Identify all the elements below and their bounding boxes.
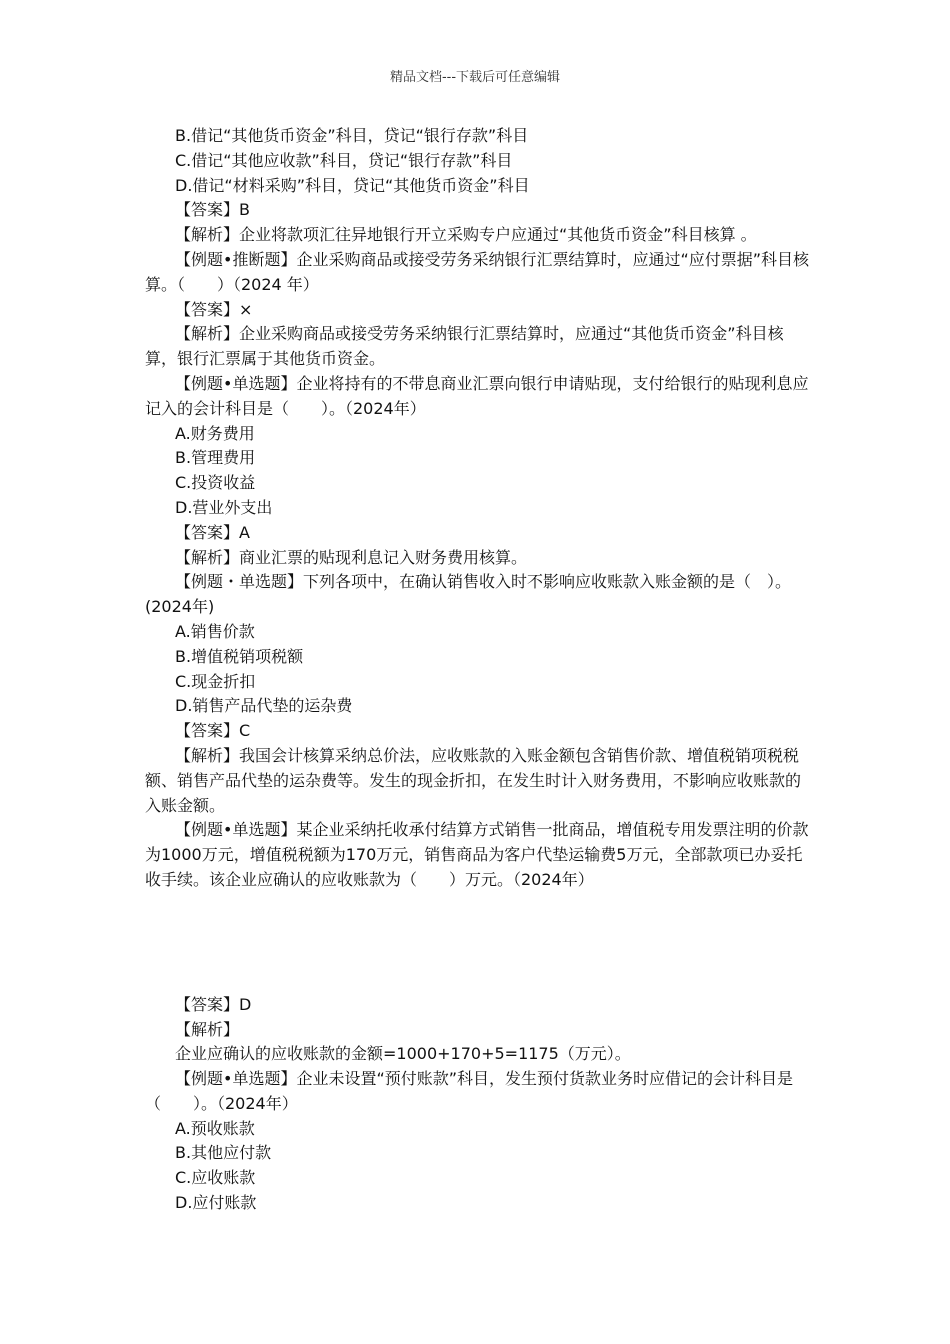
question: 【例题•单选题】某企业采纳托收承付结算方式销售一批商品，增值税专用发票注明的价款为1000万元，增值税税额为170万元，销售商品为客户代垫运输费5万元，全部款项已办妥托收手续。该企业应确认的应收账款为（ ）万元。（2024年） [145, 820, 809, 889]
answer: 【答案】A [175, 522, 250, 542]
option-d: D.销售产品代垫的运杂费 [175, 696, 353, 716]
question: 【例题•单选题】企业未设置“预付账款”科目，发生预付货款业务时应借记的会计科目是（ ）。（2024年） [145, 1069, 794, 1113]
answer: 【答案】C [175, 721, 251, 741]
option-a: A.财务费用 [175, 423, 255, 443]
answer: 【答案】B [175, 200, 250, 220]
explanation-heading: 【解析】 [175, 1019, 240, 1039]
question: 【例题•单选题】企业将持有的不带息商业汇票向银行申请贴现，支付给银行的贴现利息应记入的会计科目是（ ）。（2024年） [145, 373, 809, 418]
option-d: D.营业外支出 [175, 497, 273, 517]
question: 【例题•推断题】企业采购商品或接受劳务采纳银行汇票结算时，应通过“应付票据”科目核算。（ ）（2024 年） [145, 249, 810, 294]
option-b: B.借记“其他货币资金”科目，贷记“银行存款”科目 [175, 126, 529, 145]
answer: 【答案】D [175, 994, 252, 1014]
option-c: C.应收账款 [175, 1168, 256, 1188]
option-c: C.投资收益 [175, 473, 256, 493]
option-c: C.现金折扣 [175, 671, 256, 691]
option-c: C.借记“其他应收款”科目，贷记“银行存款”科目 [175, 150, 513, 170]
explanation: 【解析】商业汇票的贴现利息记入财务费用核算。 [175, 547, 528, 567]
option-d: D.借记“材料采购”科目，贷记“其他货币资金”科目 [175, 175, 530, 195]
explanation: 【解析】企业采购商品或接受劳务采纳银行汇票结算时，应通过“其他货币资金”科目核算，银行汇票属于其他货币资金。 [145, 324, 784, 369]
option-d: D.应付账款 [175, 1193, 257, 1213]
option-b: B.其他应付款 [175, 1143, 272, 1163]
document-body [145, 124, 810, 1216]
option-a: A.预收账款 [175, 1118, 255, 1138]
question: 【例题・单选题】下列各项中，在确认销售收入时不影响应收账款入账金额的是（ ）。(2024年) [145, 572, 792, 617]
answer: 【答案】× [175, 299, 253, 319]
explanation-formula: 企业应确认的应收账款的金额=1000+170+5=1175（万元）。 [175, 1044, 631, 1064]
option-b: B.增值税销项税额 [175, 646, 304, 666]
option-a: A.销售价款 [175, 621, 255, 641]
explanation: 【解析】我国会计核算采纳总价法，应收账款的入账金额包含销售价款、增值税销项税税额、销售产品代垫的运杂费等。发生的现金折扣，在发生时计入财务费用，不影响应收账款的入账金额。 [145, 745, 802, 815]
option-b: B.管理费用 [175, 448, 256, 468]
page-header: 精品文档---下载后可任意编辑 [389, 70, 561, 85]
explanation: 【解析】企业将款项汇往异地银行开立采购专户应通过“其他货币资金”科目核算 。 [175, 225, 757, 245]
blank-space [145, 893, 810, 993]
